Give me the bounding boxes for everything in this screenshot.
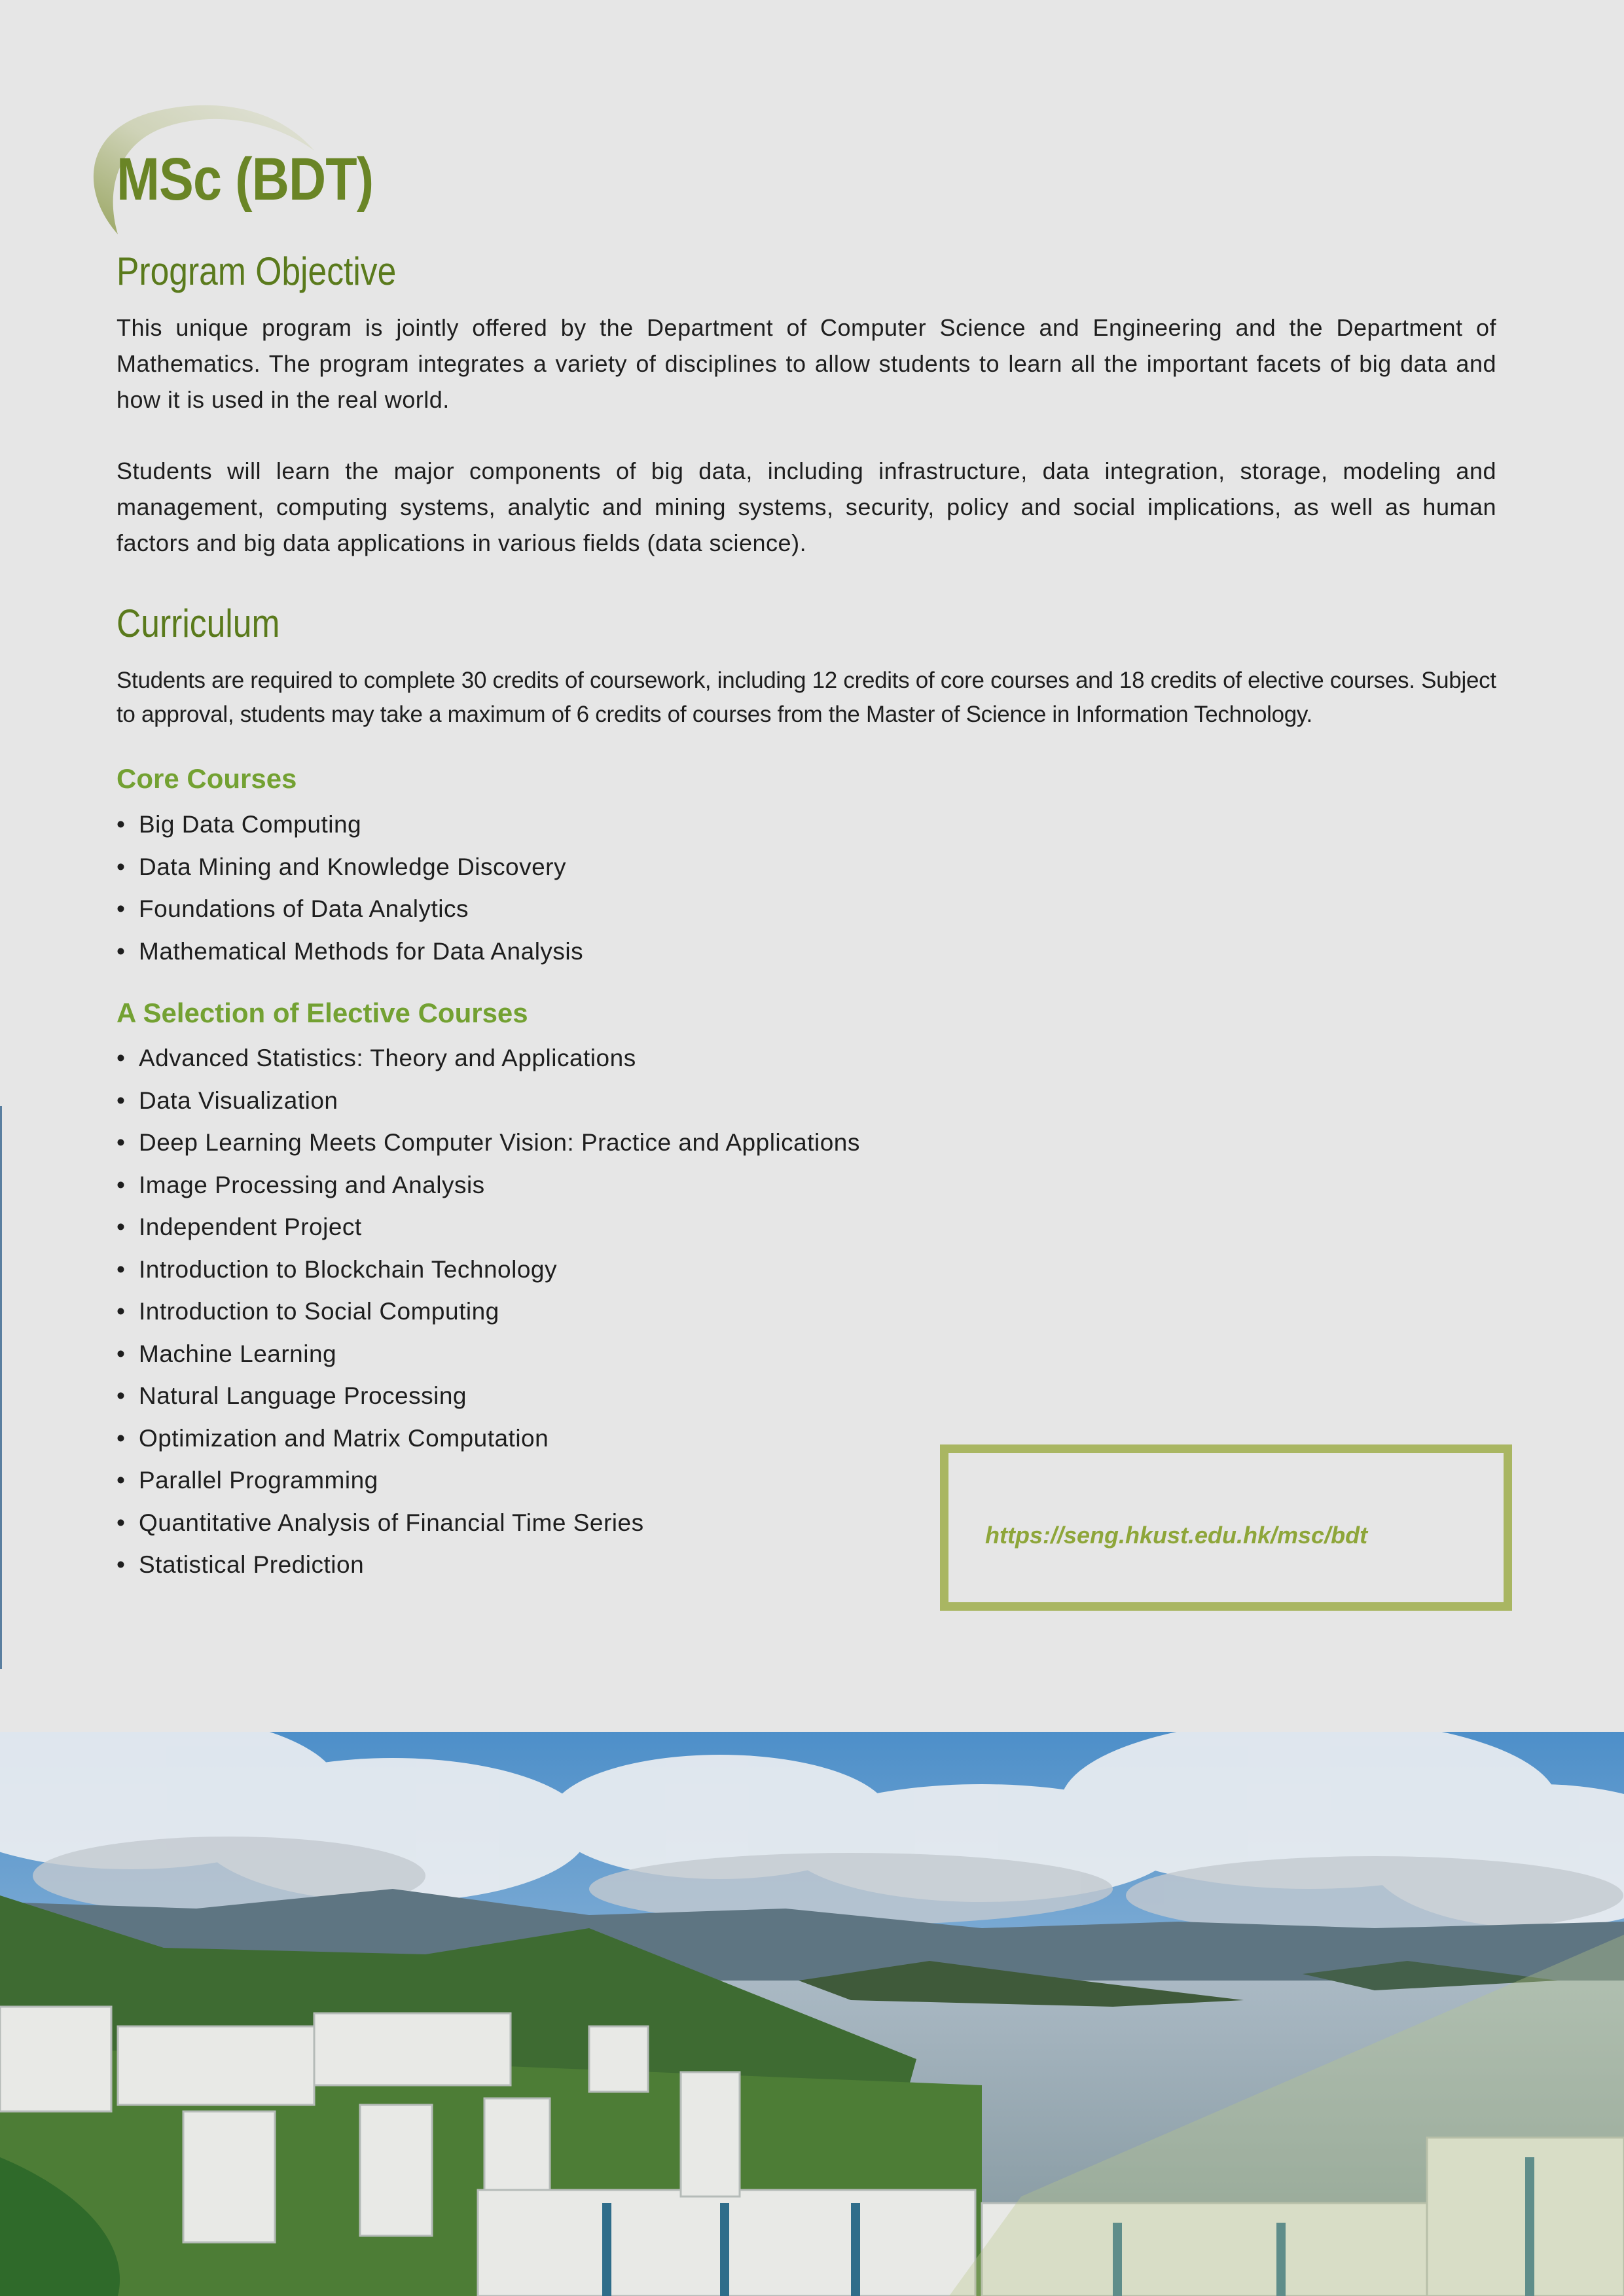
objective-paragraph-1: This unique program is jointly offered by the Department of Computer Science and Engineering and the Department of Mathematics. The program integrates a variety of disciplines to allow students to learn all the important facets of big data and how it is used in the real world. bbox=[117, 314, 1496, 413]
course-name: Independent Project bbox=[139, 1213, 362, 1240]
list-item: • Introduction to Blockchain Technology bbox=[117, 1255, 557, 1283]
core-courses-heading: Core Courses bbox=[117, 763, 297, 794]
program-url-link[interactable]: https://seng.hkust.edu.hk/msc/bdt bbox=[985, 1522, 1368, 1549]
list-item: • Parallel Programming bbox=[117, 1467, 378, 1494]
course-name: Advanced Statistics: Theory and Applications bbox=[139, 1045, 636, 1071]
list-item: • Introduction to Social Computing bbox=[117, 1298, 499, 1325]
program-title: MSc (BDT) bbox=[117, 146, 374, 213]
elective-courses-heading: A Selection of Elective Courses bbox=[117, 997, 528, 1028]
course-name: Quantitative Analysis of Financial Time Series bbox=[139, 1509, 644, 1536]
course-name: Optimization and Matrix Computation bbox=[139, 1424, 549, 1452]
list-item: • Statistical Prediction bbox=[117, 1551, 365, 1578]
course-name: Natural Language Processing bbox=[139, 1382, 467, 1409]
list-item: • Optimization and Matrix Computation bbox=[117, 1424, 549, 1452]
course-name: Foundations of Data Analytics bbox=[139, 895, 469, 922]
course-name: Parallel Programming bbox=[139, 1467, 378, 1494]
list-item: • Mathematical Methods for Data Analysis bbox=[117, 937, 584, 965]
course-name: Statistical Prediction bbox=[139, 1551, 365, 1578]
objective-heading: Program Objective bbox=[117, 249, 397, 293]
list-item: • Natural Language Processing bbox=[117, 1382, 467, 1409]
list-item: • Data Visualization bbox=[117, 1086, 338, 1114]
course-name: Machine Learning bbox=[139, 1340, 337, 1367]
campus-photo bbox=[0, 1732, 1624, 2296]
course-name: Introduction to Social Computing bbox=[139, 1298, 499, 1325]
core-course-list bbox=[117, 804, 583, 973]
course-name: Data Mining and Knowledge Discovery bbox=[139, 853, 567, 880]
curriculum-text: Students are required to complete 30 credits of coursework, including 12 credits of core courses and 18 credits of elective courses. Subject to approval, students may take a maximum of 6 credits of courses from the Master of Science in Information Technology. bbox=[117, 668, 1496, 727]
course-name: Data Visualization bbox=[139, 1086, 338, 1114]
list-item: • Machine Learning bbox=[117, 1340, 337, 1367]
course-name: Big Data Computing bbox=[139, 811, 362, 838]
objective-paragraph-2: Students will learn the major components of big data, including infrastructure, data integration, storage, modeling and management, computing systems, analytic and mining systems, security, policy and social implications, as well as human factors and big data applications in various fields (data science). bbox=[117, 457, 1496, 556]
url-box bbox=[940, 1444, 1512, 1611]
elective-course-list bbox=[117, 1037, 860, 1587]
list-item: • Foundations of Data Analytics bbox=[117, 895, 469, 922]
list-item: • Independent Project bbox=[117, 1213, 362, 1240]
list-item: • Quantitative Analysis of Financial Time Series bbox=[117, 1509, 644, 1536]
list-item: • Advanced Statistics: Theory and Applications bbox=[117, 1045, 636, 1071]
list-item: • Image Processing and Analysis bbox=[117, 1171, 485, 1198]
course-name: Introduction to Blockchain Technology bbox=[139, 1255, 557, 1283]
list-item: • Big Data Computing bbox=[117, 811, 362, 838]
course-name: Image Processing and Analysis bbox=[139, 1171, 485, 1198]
list-item: • Data Mining and Knowledge Discovery bbox=[117, 853, 567, 880]
list-item: • Deep Learning Meets Computer Vision: Practice and Applications bbox=[117, 1129, 860, 1156]
side-line bbox=[0, 1106, 2, 1669]
course-name: Deep Learning Meets Computer Vision: Practice and Applications bbox=[139, 1129, 860, 1156]
course-name: Mathematical Methods for Data Analysis bbox=[139, 937, 584, 965]
curriculum-heading: Curriculum bbox=[117, 601, 280, 645]
